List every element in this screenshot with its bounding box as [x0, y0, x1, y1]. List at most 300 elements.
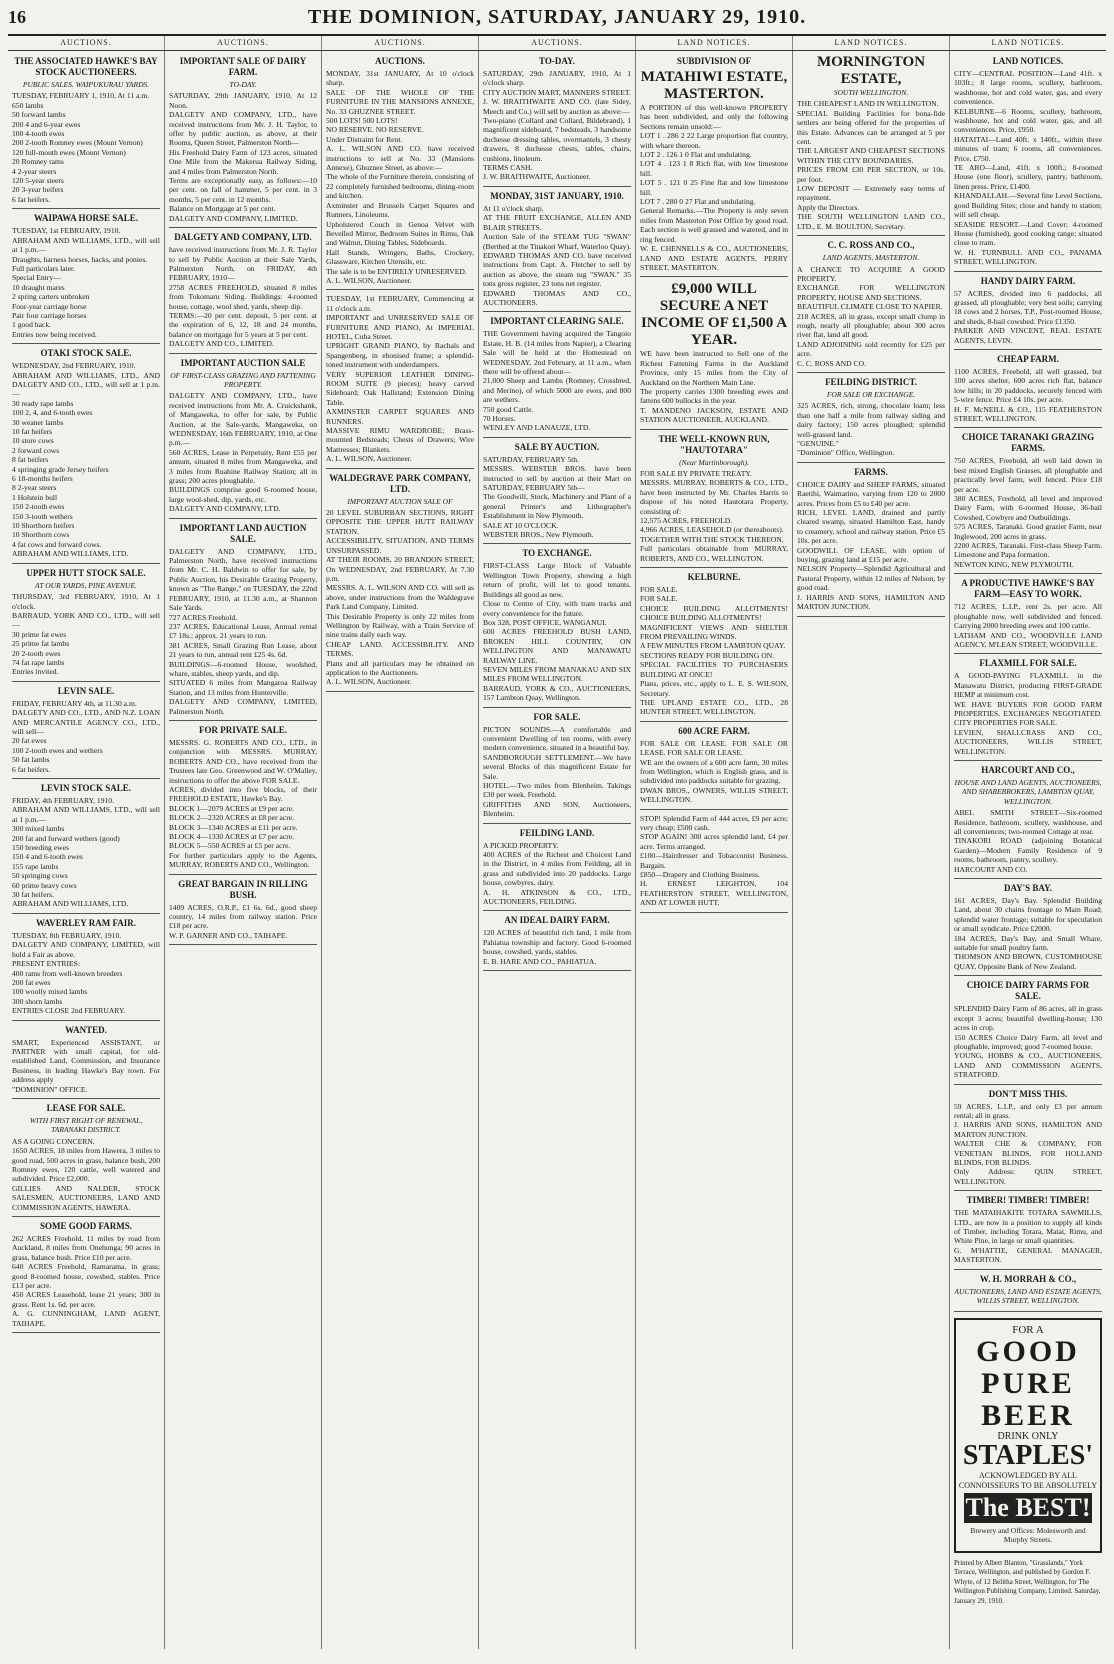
ad-text: have received instructions from Mr. J. R. Taylor to sell by Public Auction at their Sale Yards, Palmerston North, on FRIDAY, 4th FEBRUARY, 1910— — [169, 245, 317, 283]
ad-text: PICTON SOUNDS.—A comfortable and convenient Dwelling of ten rooms, with every modern convenience, situated in a beautiful bay. — [483, 724, 631, 753]
ad-text: His Freehold Dairy Farm of 123 acres, situated One Mile from the Makerua Railway Siding, and 4 miles from Palmerston North. — [169, 147, 317, 176]
ad-text: 20 LEVEL SUBURBAN SECTIONS, RIGHT OPPOSITE THE UPPER HUTT RAILWAY STATION. — [326, 508, 474, 536]
advertisement — [954, 658, 1102, 761]
column-5 — [636, 51, 793, 1649]
ad-text: 120 5-year steers — [12, 176, 64, 186]
ad-subtitle: AUCTIONEERS, LAND AND ESTATE AGENTS, WILLIS STREET, WELLINGTON. — [954, 1286, 1102, 1306]
ad-text: ACRES, divided into five blocks, of their FREEHOLD ESTATE, Hawke's Bay. — [169, 785, 317, 804]
ad-subtitle: FOR SALE OR EXCHANGE. — [826, 389, 916, 399]
ad-title: KELBURNE. — [687, 572, 741, 583]
ad-text: THOMSON AND BROWN, CUSTOMHOUSE QUAY, Opposite Bank of New Zealand. — [954, 952, 1102, 971]
ad-text: EDWARD THOMAS AND CO. have received instructions from Capt. A. Fletcher to sell by auction as above, the steam tug "SWAN." 35 tons gross register, 23 tons net register. — [483, 250, 631, 289]
ad-title: IMPORTANT LAND AUCTION SALE. — [179, 522, 307, 544]
ad-text: Apply the Directors. — [797, 202, 860, 212]
ad-title: HANDY DAIRY FARM. — [980, 275, 1076, 286]
ad-title: C. C. ROSS AND CO., — [827, 240, 915, 251]
ad-text: DALGETY AND COMPANY, LTD., have received instructions from Mr. A. Cruickshank, of Mangaweka, to offer for sale, by Public Auction, at the Sale-yards, Mangaweka, on WEDNESDAY, 16th FEBRUARY, 1910, at One p.m.— — [169, 391, 317, 448]
ad-text: A. L. WILSON, Auctioneer. — [326, 275, 412, 285]
ad-text: The sale is to be ENTIRELY UNRESERVED. — [326, 266, 467, 276]
ad-text: BARRAUD, YORK & CO., AUCTIONEERS, 157 Lambton Quay, Wellington. — [483, 683, 631, 703]
ad-title: AUCTIONS. — [375, 56, 425, 66]
ad-text: 380 ACRES, Freehold, all level and improved Dairy Farm, with 6-roomed House, 36-bail Cowshed, Cowbyre and Outbuildings. — [954, 494, 1102, 522]
ad-text: E. B. HARE AND CO., PAHIATUA. — [483, 956, 597, 966]
ad-text: Entries invited. — [12, 667, 59, 677]
advertisement — [169, 725, 317, 875]
advertisement — [169, 879, 317, 946]
ad-text: Special Entry— — [12, 273, 61, 283]
advertisement — [12, 568, 160, 682]
ad-text: PRESENT ENTRIES: — [12, 959, 80, 969]
ad-text: DALGETY AND COMPANY, LIMITED. — [169, 213, 298, 223]
ad-title: TIMBER! TIMBER! TIMBER! — [966, 1195, 1090, 1206]
ad-text: £850—Drapery and Clothing Business. — [640, 870, 760, 879]
ad-text: FOR SALE BY PRIVATE TREATY. — [640, 468, 752, 478]
ad-text: BLOCK 1—2079 ACRES at £9 per acre. — [169, 803, 295, 813]
ad-text: DWAN BROS., OWNERS, WILLIS STREET, WELLINGTON. — [640, 785, 788, 805]
ad-text: LOT 5 . 121 0 25 Fine flat and low limestone hill. — [640, 178, 788, 197]
advertisement — [12, 783, 160, 914]
ad-text: TOGETHER WITH THE STOCK THEREON. — [640, 534, 784, 544]
newspaper-page — [8, 6, 1106, 1652]
ad-text: 640 ACRES Freehold, Ramarama, in grass; good 8-roomed house, cowshed, stables. Price £13 per acre. — [12, 1262, 160, 1291]
section-head: AUCTIONS. — [8, 36, 165, 50]
column-3 — [322, 51, 479, 1649]
advertisement — [12, 1221, 160, 1333]
ad-text: Close to Centre of City, with tram tracks and every convenience for the future. — [483, 599, 631, 618]
ad-text: Balance on Mortgage at 5 per cent. — [169, 204, 276, 214]
ad-text: NO RESERVE. NO RESERVE. — [326, 125, 424, 135]
ad-text: 4 2-year steers — [12, 166, 57, 176]
ad-text: YOUNG, HOBBS & CO., AUCTIONEERS, LAND AND COMMISSION AGENTS, STRATFORD. — [954, 1051, 1102, 1080]
ad-text: PARKER AND VINCENT, REAL ESTATE AGENTS, LEVIN. — [954, 326, 1102, 345]
ad-text: TUESDAY, 1st FEBRUARY, Commencing at 11 o'clock a.m. — [326, 294, 474, 313]
ad-text: ACCESSIBILITY, SITUATION, AND TERMS UNSURPASSED. — [326, 536, 474, 555]
ad-title: DALGETY AND COMPANY, LTD. — [174, 232, 312, 243]
ad-text: 1650 ACRES, 18 miles from Hawera, 3 miles to good road, 500 acres in grass, balance bush, 200 Romney ewes, 120 cattle, well watered and subdivided. Price £2,000. — [12, 1146, 160, 1184]
ad-title: FOR SALE. — [533, 711, 581, 722]
advertisement — [12, 686, 160, 779]
page-number: 16 — [8, 7, 26, 27]
ad-title: WAIPAWA HORSE SALE. — [33, 213, 139, 224]
ad-title: DAY'S BAY. — [1003, 883, 1053, 894]
ad-text: MESSRS. A. L. WILSON AND CO. will sell as above, under instructions from the Waldegrave Park Land Company, Limited. — [326, 583, 474, 612]
ad-text: 161 ACRES, Day's Bay. Splendid Building Land, about 30 chains frontage to Main Road; splendid water frontage; suitable for speculation or small syndicate. Price £2000. — [954, 896, 1102, 934]
advertisement — [954, 578, 1102, 654]
advertisement — [483, 56, 631, 187]
ad-text: WEDNESDAY, 2nd FEBRUARY, 1910. — [12, 361, 136, 371]
ad-title: WAVERLEY RAM FAIR. — [35, 917, 137, 928]
ad-text: SANDBOROUGH SETTLEMENT.—We have several Blocks of this magnificent Estate for Sale. — [483, 752, 631, 781]
ad-text: 30 prime fat ewes — [12, 629, 67, 639]
ad-title: IMPORTANT AUCTION SALE — [180, 357, 306, 368]
advertisement — [954, 276, 1102, 350]
ad-text: ABEL SMITH STREET—Six-roomed Residence, bathroom, scullery, washhouse, and all conveniences; two-roomed Cottage at rear. — [954, 808, 1102, 836]
section-heads — [8, 36, 1106, 51]
ad-text: 300 mixed lambs — [12, 824, 65, 834]
ad-text: 237 ACRES, Educational Lease, Annual rental £7 18s.; approx. 21 years to run. — [169, 621, 317, 641]
ad-text: At 11 o'clock sharp. — [483, 203, 544, 213]
advertisement — [954, 883, 1102, 976]
ad-text: TERMS:—20 per cent. deposit, 5 per cent. at the expiration of 6, 12, 18 and 24 months, balance on mortgage for 5 years at 5 per cent. — [169, 310, 317, 339]
advertisement — [12, 1103, 160, 1217]
ad-text: 2758 ACRES FREEHOLD, situated 8 miles from Tokomaru Siding. Buildings: 4-roomed house, cottage, wool shed, yards, sheep dip. — [169, 282, 317, 311]
ad-text: 10 store cows — [12, 436, 54, 446]
ad-text: CHOICE DAIRY and SHEEP FARMS, situated Raetihi, Waimarino, varying from 120 to 2000 acres. Prices from £5 to £40 per acre. — [797, 479, 945, 508]
ad-text: MESSRS. MURRAY, ROBERTS & CO., LTD., have been instructed by Mr. Charles Harris to dispose of his noted Hautotara Property, consisting of: — [640, 478, 788, 516]
ad-text: FIRST-CLASS Large Block of Valuable Wellington Town Property, showing a high return of profit, will let to good tenants. Buildings all good as new. — [483, 561, 631, 599]
ad-text: 50 springing cows — [12, 871, 68, 881]
ad-text: For further particulars apply to the Agents, MURRAY, ROBERTS AND CO., Wellington. — [169, 850, 317, 870]
ad-text: 6 fat heifers. — [12, 764, 51, 774]
ad-text: 30 weaner lambs — [12, 417, 64, 427]
ad-text: Axminster and Brussels Carpet Squares and Runners, Linoleums. — [326, 200, 474, 220]
ad-text: 750 ACRES, Freehold, all well laid down in best mixed English Grasses, all ploughable and practically level farm, well fenced. Price £18 per acre. — [954, 456, 1102, 494]
ad-text: 155 rape lambs — [12, 861, 59, 871]
column-1 — [8, 51, 165, 1649]
ad-text: SATURDAY, 29th JANUARY, 1910, At 1 o'clock sharp. — [483, 69, 631, 88]
ad-text: BLOCK 4—1330 ACRES at £7 per acre. — [169, 832, 295, 842]
ad-text: CITY—CENTRAL POSITION—Land 41ft. x 103ft.; 8 large rooms, scullery, bathroom, washhouse, hot and cold water, gas, and every convenience. — [954, 69, 1102, 107]
ad-title: SOME GOOD FARMS. — [39, 1221, 133, 1232]
ad-text: 4 fat cows and forward cows. — [12, 539, 102, 549]
advertisement — [326, 294, 474, 468]
ad-text: STOP! Splendid Farm of 444 acres, £9 per acre; very cheap; £500 cash. — [640, 813, 788, 832]
ad-text: Upholstered Couch in Genoa Velvet with Bevelled Mirror, Bedroom Suites in Rimu, Oak and Walnut, Dining Tables, Sideboards. — [326, 219, 474, 248]
advertisement — [12, 56, 160, 209]
ad-text: Two-piano (Collard and Collard, Bildebrand), 1 magnificent sideboard, 7 bedsteads, 3 handsome duchesse dressing tables, overmantels, 3 chesty drawers, 8 duchesse chests, tables, chairs, cushions, linoleum. — [483, 116, 631, 163]
ad-title: FLAXMILL FOR SALE. — [979, 658, 1077, 669]
ad-headline: £9,000 WILL SECURE A NET INCOME OF £1,500 A YEAR. — [640, 281, 788, 349]
ad-text: DALGETY AND COMPANY, LTD., Palmerston North, have received instructions from Mr. C. H. Baldwin to offer for sale, by Public Auction, his Desirable Grazing Property, known as "The Range," on TUESDAY, the 22nd FEBRUARY, 1910, at 11.30 a.m., at Shannon Sale Yards. — [169, 546, 317, 613]
ad-text: BEAUTIFUL CLIMATE CLOSE TO NAPIER. — [797, 302, 943, 312]
ad-text: SITUATED 6 miles from Mangaroa Railway Station, and 13 miles from Hunterville. — [169, 678, 317, 697]
ad-text: W. E. CHENNELLS & CO., AUCTIONEERS, LAND AND ESTATE AGENTS, PERRY STREET, MASTERTON. — [640, 244, 788, 272]
ad-text: STOP AGAIN! 300 acres splendid land, £4 per acre. Terms arranged. — [640, 832, 788, 851]
ad-text: A. G. CUNNINGHAM, LAND AGENT, TAIHAPE. — [12, 1309, 160, 1328]
ad-text: WE are the owners of a 600 acre farm, 30 miles from Wellington, which is English grass, and is subdivided into paddocks suitable for grazing. — [640, 757, 788, 786]
ad-text: MESSRS. WEBSTER BROS. have been instructed to sell by auction at their Mart on SATURDAY, FEBRUARY 5th— — [483, 464, 631, 493]
ad-title: IMPORTANT SALE OF DAIRY FARM. — [179, 56, 307, 77]
ad-text: 30 fat heifers. — [12, 890, 54, 900]
ad-text: 1409 ACRES, O.R.P., £1 6s. 6d., good sheep country, 14 miles from railway station. Price £18 per acre. — [169, 902, 317, 931]
advertisement — [483, 915, 631, 971]
section-head: AUCTIONS. — [322, 36, 479, 50]
ad-text: 50 forward lambs — [12, 110, 66, 120]
ad-text: AT THE FRUIT EXCHANGE, ALLEN AND BLAIR STREETS. — [483, 213, 631, 232]
ad-text: DALGETY AND COMPANY, LTD. — [169, 504, 281, 514]
advertisement — [169, 358, 317, 519]
ad-text: KHANDALLAH.—Several fine Level Sections, good Building Sites; close and handy to station; will sell cheap. — [954, 191, 1102, 220]
ad-text: Pair four carriage horses — [12, 310, 87, 320]
ad-text: SATURDAY, 29th JANUARY, 1910, At 12 Noon. — [169, 91, 317, 110]
ad-title: LEVIN STOCK SALE. — [40, 783, 132, 793]
ad-text: 57 ACRES, divided into 6 paddocks, all grassed, all ploughable; very best soils; carrying 18 cows and 2 horses, T.P., Post-roomed House, and sheds, 8-bail cowshed. Price £1350. — [954, 288, 1102, 326]
ad-text: A FEW MINUTES FROM LAMBTON QUAY. — [640, 641, 786, 651]
ad-text: BLOCK 3—1340 ACRES at £11 per acre. — [169, 822, 298, 832]
advertisement — [483, 712, 631, 824]
ad-text: TUESDAY, 8th FEBRUARY, 1910. — [12, 930, 122, 940]
ad-text: MONDAY, 31st JANUARY, At 10 o'clock sharp. — [326, 69, 474, 88]
advertisement — [169, 232, 317, 353]
section-head: LAND NOTICES. — [991, 38, 1065, 47]
ad-text: ENTRIES CLOSE 2nd FEBRUARY. — [12, 1006, 126, 1016]
ad-text: 727 ACRES Freehold. — [169, 612, 238, 622]
ad-title: HARCOURT AND CO., — [981, 764, 1075, 775]
ad-text: WEBSTER BROS., New Plymouth. — [483, 530, 594, 540]
ad-text: 575 ACRES, Taranaki. Good grazier Farm, near Inglewood, 200 acres in grass. — [954, 522, 1102, 541]
ad-text: GOODWILL OF LEASE, with option of buying, grazing land at £15 per acre. — [797, 545, 945, 565]
beer-ad-line: FOR A — [1012, 1324, 1044, 1337]
ad-title: THE ASSOCIATED HAWKE'S BAY STOCK AUCTIONEERS. — [14, 56, 158, 77]
ad-headline: MATAHIWI ESTATE, MASTERTON. — [640, 69, 788, 102]
advertisement — [797, 377, 945, 463]
ad-text: A PICKED PROPERTY. — [483, 840, 559, 850]
ad-text: A CHANCE TO ACQUIRE A GOOD PROPERTY. — [797, 264, 945, 283]
ad-text: W. P. GARNER AND CO., TAIHAPE. — [169, 930, 288, 940]
section-head: AUCTIONS. — [479, 36, 636, 50]
ad-text: C. C. ROSS AND CO. — [797, 358, 866, 368]
ad-text: FOR SALE OR LEASE. FOR SALE OR LEASE. FOR SALE OR LEASE. — [640, 738, 788, 758]
ad-text: DALGETY AND CO., LIMITED. — [169, 339, 274, 349]
ad-text: T. MANDENO JACKSON, ESTATE AND STATION AUCTIONEER, AUCKLAND. — [640, 405, 788, 425]
ad-text: 325 ACRES, rich, strong, chocolate loam; less than one half a mile from railway siding and dairy factory; 150 acres ploughed; splendid well-grassed land. — [797, 401, 945, 439]
ad-title: THE WELL-KNOWN RUN, "HAUTOTARA" — [658, 433, 770, 455]
ad-text: 150 2-tooth ewes — [12, 502, 65, 512]
ad-text: 10 fat heifers — [12, 427, 53, 436]
advertisement — [797, 240, 945, 373]
ad-text: DALGETY AND CO., LTD., AND N.Z. LOAN AND MERCANTILE AGENCY CO., LTD., will sell— — [12, 708, 160, 736]
ad-text: 300 shorn lambs — [12, 996, 63, 1006]
ad-text: "Dominion" Office, Wellington. — [797, 448, 895, 458]
advertisement — [12, 1025, 160, 1099]
ad-text: 4,966 ACRES, LEASEHOLD (or thereabouts). — [640, 525, 784, 535]
ad-title: FARMS. — [854, 466, 888, 477]
ad-text: 750 good Cattle. — [483, 404, 534, 414]
ad-text: H. ERNEST LEIGHTON, 104 FEATHERSTON STREET, WELLINGTON, AND AT LOWER HUTT. — [640, 879, 788, 908]
ad-text: TE ARO—Land, 41ft. x 100ft.; 8-roomed House (one floor), scullery, pantry, bathroom, linen press. Price, £1400. — [954, 163, 1102, 191]
ad-text: 2 forward cows — [12, 445, 60, 455]
section-head: LAND NOTICES. — [793, 36, 950, 50]
ad-text: BUILDINGS comprise good 6-roomed house, large wool-shed, dip, yards, etc. — [169, 485, 317, 504]
ad-text: BARRAUD, YORK AND CO., LTD., will sell— — [12, 610, 160, 630]
advertisement — [169, 56, 317, 228]
ad-text: BUILDINGS—6-roomed House, woolshed, whare, stables, sheep yards, and dip. — [169, 659, 317, 678]
ad-text: 200 2-tooth Romney ewes (Mount Vernon) — [12, 138, 143, 148]
advertisement — [640, 56, 788, 277]
ad-text: UPRIGHT GRAND PIANO, by Rachals and Spangenberg, in ebonised frame; a splendid-toned instrument with underdampers. — [326, 341, 474, 370]
ad-text: A GOOD-PAYING FLAXMILL in the Manawatu District, producing FIRST-GRADE HEMP at minimum cost. — [954, 671, 1102, 700]
ad-text: 59 ACRES, L.I.P., and only £3 per annum rental; all in grass. — [954, 1101, 1102, 1120]
ad-subtitle: LAND AGENTS, MASTERTON. — [822, 253, 920, 263]
advertisement — [954, 1089, 1102, 1192]
ad-text: The whole of the Furniture therein, consisting of 22 completely furnished bedrooms, dining-room and kitchen. — [326, 172, 474, 201]
ad-text: HOTEL.—Two miles from Blenheim. Takings £30 per week. Freehold. — [483, 781, 631, 800]
ad-title: UPPER HUTT STOCK SALE. — [26, 567, 146, 578]
advertisement — [483, 191, 631, 312]
advertisement — [12, 213, 160, 344]
staples-beer-ad — [954, 1318, 1102, 1552]
ad-text: 12,575 ACRES, FREEHOLD. — [640, 516, 733, 525]
ad-text: 120 full-mouth ewes (Mount Vernon) — [12, 147, 126, 157]
ad-text: 30 ready rape lambs — [12, 398, 74, 408]
advertisement — [169, 523, 317, 721]
ad-text: G. M'HATTIE, GENERAL MANAGER, MASTERTON. — [954, 1245, 1102, 1265]
ad-text: A. L. WILSON, Auctioneer. — [326, 454, 412, 464]
ad-text: H. F. McNEILL & CO., 115 FEATHERSTON STREET, WELLINGTON. — [954, 404, 1102, 423]
ad-text: 262 ACRES Freehold, 11 miles by road from Auckland, 8 miles from Onehunga; 90 acres in grass, balance bush. Price £10 per acre. — [12, 1234, 160, 1262]
ad-text: THE CHEAPEST LAND IN WELLINGTON. — [797, 99, 939, 109]
ad-text: 100 woolly mixed lambs — [12, 987, 88, 997]
newspaper-title: THE DOMINION, SATURDAY, JANUARY 29, 1910. — [307, 6, 807, 28]
ad-text: NEWTON KING, NEW PLYMOUTH. — [954, 559, 1074, 569]
ad-text: 150 breeding ewes — [12, 843, 69, 853]
ad-text: WENLEY AND LANAUZE, LTD. — [483, 423, 591, 433]
ad-title: AN IDEAL DAIRY FARM. — [504, 915, 610, 926]
ad-text: 500 LOTS! 500 LOTS! — [326, 116, 398, 126]
ad-text: 8 fat heifers — [12, 455, 49, 465]
ad-title: CHOICE DAIRY FARMS FOR SALE. — [966, 980, 1090, 1002]
ad-title: FEILDING DISTRICT. — [825, 376, 917, 387]
ad-text: 74 fat rape lambs — [12, 657, 65, 667]
advertisement — [640, 281, 788, 429]
ad-headline: MORNINGTON ESTATE, — [816, 54, 926, 87]
ad-text: 2200 ACRES, Taranaki. First-class Sheep Farm. Limestone and Papa formation. — [954, 541, 1102, 560]
ad-text: HARCOURT AND CO. — [954, 864, 1028, 874]
masthead — [8, 6, 1106, 36]
ad-text: A. H. ATKINSON & CO., LTD., AUCTIONEERS, FEILDING. — [483, 887, 631, 907]
advertisement — [954, 765, 1102, 879]
beer-ad-line: DRINK ONLY — [997, 1430, 1059, 1442]
ad-text: SPLENDID Dairy Farm of 86 acres, all in grass except 3 acres; beautiful dwelling-house; 130 acres in crop. — [954, 1004, 1102, 1033]
ad-text: 20 2-tooth ewes — [12, 648, 61, 658]
ad-text: AT THEIR ROOMS, 20 BRANDON STREET, On WEDNESDAY, 2nd FEBRUARY, At 7.30 p.m. — [326, 555, 474, 583]
ad-text: LOT 2 . 126 1 0 Flat and undulating. — [640, 150, 752, 160]
advertisement — [797, 54, 945, 236]
ad-title: GREAT BARGAIN IN RILLING BUSH. — [178, 878, 308, 900]
ad-title: LEASE FOR SALE. — [46, 1102, 126, 1113]
ad-text: ABRAHAM AND WILLIAMS, LTD., will sell at 1 p.m.— — [12, 235, 160, 255]
advertisement — [954, 980, 1102, 1084]
ad-text: LOW DEPOSIT — Extremely easy terms of repayment. — [797, 184, 945, 203]
ad-text: Plans and all particulars may be obtained on application to the Auctioneers. — [326, 658, 474, 677]
beer-ad-line: ACKNOWLEDGED BY ALL CONNOISSEURS TO BE ABSOLUTELY — [958, 1471, 1098, 1490]
ad-text: ABRAHAM AND WILLIAMS, LTD., will sell at 1 p.m.— — [12, 805, 160, 824]
ad-title: SUBDIVISION OF — [676, 56, 752, 66]
ad-text: 10 Shorthorn cows — [12, 530, 70, 540]
ad-title: DON'T MISS THIS. — [988, 1088, 1068, 1099]
ad-subtitle: WITH FIRST RIGHT OF RENEWAL, TARANAKI DISTRICT. — [29, 1115, 143, 1135]
column-4 — [479, 51, 636, 1649]
ad-text: Terms are exceptionally easy, as follows:—10 per cent. on fall of hammer, 5 per cent. in 3 months, 5 per cent. in 12 months. — [169, 176, 317, 204]
ad-subtitle: HOUSE AND LAND AGENTS, AUCTIONEERS, AND SHAREBROKERS, LAMBTON QUAY, WELLINGTON. — [954, 777, 1102, 806]
ad-text: 20 3-year heifers — [12, 185, 64, 195]
ad-text: 184 ACRES, Day's Bay, and Small Whare, suitable for small poultry farm. — [954, 933, 1102, 953]
ad-text: TERMS CASH. — [483, 163, 533, 173]
ad-text: The property carries 1300 breeding ewes and fattens 600 bullocks in the year. — [640, 386, 788, 406]
ad-text: NELSON Property—Splendid Agricultural and Pastoral Property, within 12 miles of Nelson, by good road. — [797, 564, 945, 593]
advertisement — [12, 918, 160, 1021]
ad-text: This Desirable Property is only 22 miles from Wellington by Railway, with a Train Service of nine trains daily each way. — [326, 611, 474, 640]
ad-text: Under Distraint for Rent. — [326, 134, 403, 144]
ad-text: HATAITAI—Land 40ft. x 140ft., within three minutes of tram; 6 rooms, all conveniences. Price, £750. — [954, 134, 1102, 163]
ad-text: J. HARRIS AND SONS, HAMILTON AND MARTON JUNCTION. — [797, 592, 945, 612]
ad-text: EDWARD THOMAS AND CO., AUCTIONEERS. — [483, 288, 631, 307]
ad-title: W. H. MORRAH & CO., — [979, 1273, 1077, 1284]
ad-text: AS A GOING CONCERN. — [12, 1136, 95, 1146]
ad-text: DALGETY AND COMPANY, LIMITED, Palmerston North. — [169, 697, 317, 716]
ad-title: LEVIN SALE. — [57, 685, 115, 696]
ad-text: SALE AT 10 O'CLOCK. — [483, 520, 559, 530]
ad-text: 6 fat heifers. — [12, 194, 51, 204]
advertisement — [483, 548, 631, 707]
ad-text: The Goodwill, Stock, Machinery and Plant of a general Printer's and Lithographer's Establishment in New Plymouth. — [483, 492, 631, 521]
advertisement — [954, 432, 1102, 574]
ad-text: 70 Horses. — [483, 414, 516, 423]
ad-subtitle: PUBLIC SALES. WAIPUKURAU YARDS. — [22, 80, 150, 89]
ad-title: 600 ACRE FARM. — [678, 725, 750, 736]
section-head: AUCTIONS. — [165, 36, 322, 50]
advertisement — [640, 814, 788, 913]
advertisement — [326, 473, 474, 692]
ad-title: A PRODUCTIVE HAWKE'S BAY FARM—EASY TO WORK. — [961, 578, 1095, 600]
ad-title: TO EXCHANGE. — [522, 548, 592, 559]
ad-text: Only Address: QUIN STREET, WELLINGTON. — [954, 1167, 1102, 1186]
ad-text: 400 ACRES of the Richest and Choicest Land in the District, in 4 miles from Feilding, all in grass and subdivided into 20 paddocks. Large house, cowbyres, dairy. — [483, 850, 631, 888]
ad-text: SPECIAL FACILITIES TO PURCHASERS BUILDING AT ONCE! — [640, 660, 788, 679]
ad-text: W. H. TURNBULL AND CO., PANAMA STREET, WELLINGTON. — [954, 247, 1102, 267]
ad-text: WE have been instructed to Sell one of the Richest Fattening Farms in the Auckland Province, only 15 miles from the City of Auckland on the Northern Main Line. — [640, 349, 788, 387]
ad-text: Auction Sale of the STEAM TUG "SWAN" (Berthed at the Tinakori Wharf, Waterloo Quay). — [483, 232, 631, 251]
ad-text: ABRAHAM AND WILLIAMS, LTD. — [12, 899, 129, 909]
ad-title: FOR PRIVATE SALE. — [199, 724, 287, 735]
ad-text: IMPORTANT and UNRESERVED SALE OF FURNITURE AND PIANO, At IMPERIAL HOTEL, Cuba Street. — [326, 313, 474, 341]
ad-text: EXCHANGE FOR WELLINGTON PROPERTY, HOUSE AND SECTIONS. — [797, 283, 945, 302]
ad-text: LOT 7 . 280 0 27 Flat and undulating. — [640, 197, 756, 207]
ad-text: 150 ACRES Choice Dairy Farm, all level and ploughable, improved; good 7-roomed house. — [954, 1032, 1102, 1051]
ad-text: THE SOUTH WELLINGTON LAND CO., LTD., E. M. BOULTON, Secretary. — [797, 212, 945, 231]
ad-text: AXMINSTER CARPET SQUARES AND RUNNERS. — [326, 407, 474, 426]
ad-text: WALTER CHE & COMPANY, FOR VENETIAN BLINDS, FOR HOLLAND BLINDS, FOR BLINDS. — [954, 1139, 1102, 1167]
column-6 — [793, 51, 950, 1649]
ad-title: OTAKI STOCK SALE. — [40, 348, 132, 359]
ad-text: Entries now being received. — [12, 329, 97, 339]
ad-title: WALDEGRAVE PARK COMPANY, LTD. — [329, 472, 471, 494]
ad-text: ABRAHAM AND WILLIAMS, LTD. — [12, 549, 129, 559]
ad-text: 150 4 and 6-tooth ewes — [12, 852, 83, 862]
advertisement — [326, 56, 474, 290]
ad-title: FEILDING LAND. — [519, 827, 595, 838]
ad-title: IMPORTANT CLEARING SALE. — [490, 316, 624, 327]
ad-title: WANTED. — [65, 1024, 107, 1035]
ad-text: 100 2, 4, and 6-tooth ewes — [12, 408, 93, 418]
ad-text: BLOCK 2—2320 ACRES at £8 per acre. — [169, 813, 295, 823]
ad-text: Hall Stands, Wringers, Baths, Crockery, Glassware, Kitchen Utensils, etc. — [326, 247, 474, 267]
ad-text: 560 ACRES, Lease in Perpetuity, Rent £55 per annum, situated 8 miles from Mangaweka, and 3 miles from Ruahine Railway Station; all in grass; 200 acres ploughable. — [169, 447, 317, 486]
ad-text: "DOMINION" OFFICE. — [12, 1084, 88, 1094]
ad-text: 200 4 and 6-year ewes — [12, 119, 81, 129]
ad-text: CHOICE BUILDING ALLOTMENTS! CHOICE BUILDING ALLOTMENTS! — [640, 603, 788, 623]
ad-text: 218 ACRES, all in grass, except small clump in rough, nearly all ploughable; about 300 acres river flat, land all good. — [797, 311, 945, 340]
ad-text: TUESDAY, FEBRUARY 1, 1910, At 11 a.m. — [12, 91, 150, 101]
ad-text: Plans, prices, etc., apply to L. E. S. WILSON, Secretary. — [640, 679, 788, 698]
ad-text: SMART, Experienced ASSISTANT, or PARTNER with small capital, for old-established Land, Commission, and Insurance Business, in leading Hawke's Bay town. For address apply — [12, 1037, 160, 1085]
ad-text: ABRAHAM AND WILLIAMS, LTD., AND DALGETY AND CO., LTD., will sell at 1 p.m.— — [12, 370, 160, 399]
ad-text: 712 ACRES, L.I.P., rent 2s. per acre. All ploughable now, well subdivided and fenced. Carrying 2000 breeding ewes and 100 cattle. — [954, 602, 1102, 631]
ad-text: Full particulars later. — [12, 263, 76, 273]
ad-text: £100—Hairdresser and Tobacconist Business. Bargain. — [640, 851, 788, 870]
ad-text: 120 ACRES of beautiful rich land, 1 mile from Pahiatua township and factory. Good 6-roomed house, cowshed, yards, stables. — [483, 928, 631, 957]
ad-text: A. L. WILSON AND CO. have received instructions to sell at No. 33 (Mansions Annexe), Ghuznee Street, as above:— — [326, 144, 474, 173]
